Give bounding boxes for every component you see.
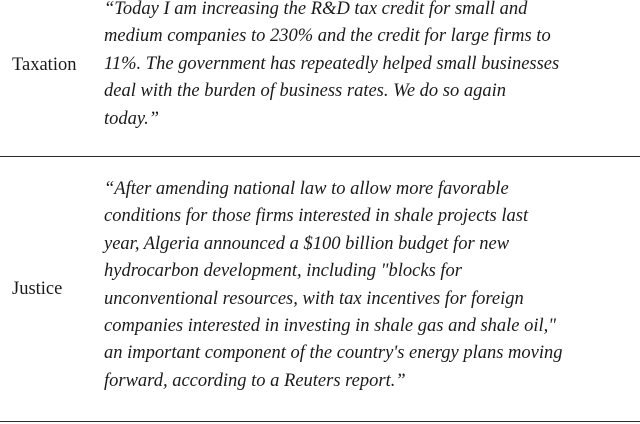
table-bottom-rule	[0, 421, 640, 422]
quote-line: today.”	[104, 108, 159, 129]
quote-line: forward, according to a Reuters report.”	[104, 370, 406, 391]
quote-line: conditions for those firms interested in shale projects last	[104, 206, 529, 227]
table-row-taxation	[0, 0, 640, 156]
quote-line: an important component of the country's energy plans moving	[104, 343, 563, 364]
category-label: Taxation	[12, 54, 77, 75]
quote-line: unconventional resources, with tax incentives for foreign	[104, 288, 524, 309]
table-row-justice	[0, 157, 640, 421]
quote-line: medium companies to 230% and the credit for large firms to	[104, 26, 551, 47]
quote-line: deal with the burden of business rates. We do so again	[104, 81, 507, 102]
quote-line: year, Algeria announced a $100 billion budget for new	[104, 233, 510, 254]
quote-line: hydrocarbon development, including "blocks for	[104, 261, 462, 282]
quote-line: companies interested in investing in shale gas and shale oil,"	[104, 316, 557, 337]
quote-line: “After amending national law to allow more favorable	[104, 179, 509, 199]
quote-line: “Today I am increasing the R&D tax credit for small and	[104, 0, 528, 19]
category-cell	[0, 157, 98, 421]
quote-line: 11%. The government has repeatedly helped small businesses	[104, 53, 560, 74]
category-label: Justice	[12, 278, 63, 299]
quote-cell	[98, 0, 640, 133]
category-cell	[0, 0, 98, 156]
quote-cell	[98, 176, 640, 395]
